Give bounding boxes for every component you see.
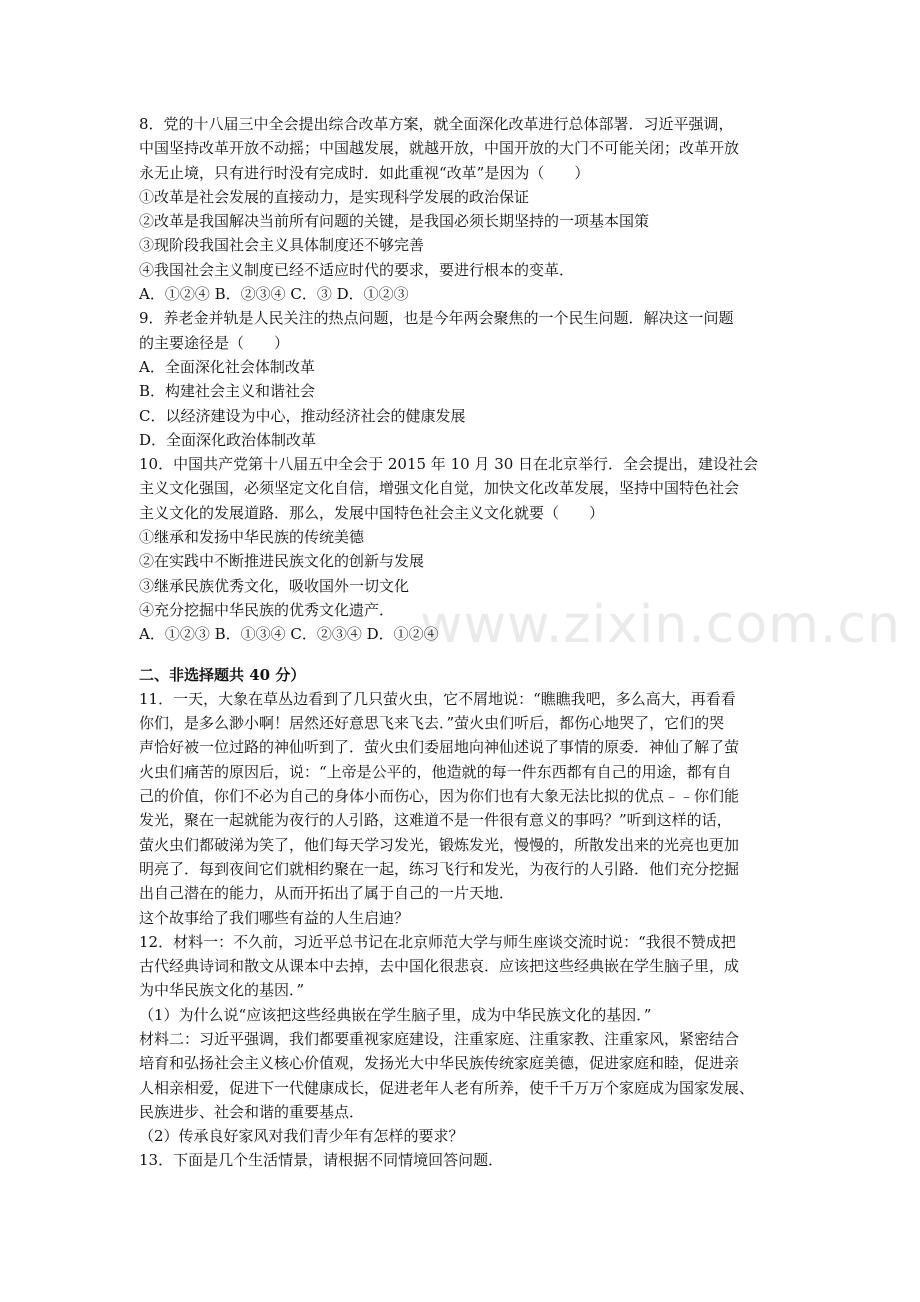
question-12-line-8: 民族进步、社会和谐的重要基点． [139,1102,365,1121]
question-9-stem-line-1: 9．养老金并轨是人民关注的热点问题，也是今年两会聚焦的一个民生问题．解决这一问题 [139,309,734,328]
question-11-line-5: 己的价值，你们不必为自己的身体小而伤心，因为你们也有大象无法比拟的优点﹣﹣你们能 [139,787,740,806]
question-12-subquestion-1: （1）为什么说“应该把这些经典嵌在学生脑子里，成为中华民族文化的基因．” [139,1005,652,1024]
question-10 [139,452,785,646]
question-9-option-c: C．以经济建设为中心，推动经济社会的健康发展 [139,406,466,425]
question-10-option-1: ①继承和发扬中华民族的传统美德 [139,528,365,547]
question-10-stem-line-3: 主义文化的发展道路．那么，发展中国特色社会主义文化就要（ ） [139,503,605,522]
question-11-line-3: 声恰好被一位过路的神仙听到了．萤火虫们委屈地向神仙述说了事情的原委．神仙了解了萤 [139,738,740,757]
question-8 [139,112,785,306]
question-12-line-3: 为中华民族文化的基因．” [139,981,305,1000]
question-10-option-3: ③继承民族优秀文化，吸收国外一切文化 [139,576,410,595]
question-11-line-8: 明亮了．每到夜间它们就相约聚在一起，练习飞行和发光，为夜行的人引路．他们充分挖掘 [139,859,740,878]
question-8-option-3: ③现阶段我国社会主义具体制度还不够完善 [139,236,425,255]
question-11-line-4: 火虫们痛苦的原因后，说：“上帝是公平的，他造就的每一件东西都有自己的用途，都有自 [139,762,732,781]
question-11-line-6: 发光，聚在一起就能为夜行的人引路，这难道不是一件很有意义的事吗？”听到这样的话， [139,811,732,830]
question-11-line-2: 你们，是多么渺小啊！居然还好意思飞来飞去．”萤火虫们听后，都伤心地哭了，它们的哭 [139,714,725,733]
question-8-answer-choices: A．①②④ B．②③④ C．③ D．①②③ [139,285,409,304]
question-13 [139,1148,785,1172]
question-11-line-1: 11．一天，大象在草丛边看到了几只萤火虫，它不屑地说：“瞧瞧我吧，多么高大，再看看 [139,689,736,708]
exam-page [139,112,901,1173]
question-11 [139,687,785,930]
watermark-text: www.zixin.com.cn [420,595,901,655]
question-12-line-7: 人相亲相爱，促进下一代健康成长，促进老年人老有所养，使千千万万个家庭成为国家发展、 [139,1078,755,1097]
question-11-line-7: 萤火虫们都破涕为笑了，他们每天学习发光，锻炼发光，慢慢的，所散发出来的光亮也更加 [139,835,740,854]
section-2-heading: 二、非选择题共 40 分） [139,665,306,684]
question-11-prompt: 这个故事给了我们哪些有益的人生启迪？ [139,908,410,927]
question-8-option-2: ②改革是我国解决当前所有问题的关键，是我国必须长期坚持的一项基本国策 [139,212,650,231]
question-11-line-9: 出自己潜在的能力，从而开拓出了属于自己的一片天地． [139,884,515,903]
question-12-line-6: 培育和弘扬社会主义核心价值观，发扬光大中华民族传统家庭美德，促进家庭和睦，促进亲 [139,1054,740,1073]
question-8-stem-line-1: 8．党的十八届三中全会提出综合改革方案，就全面深化改革进行总体部署．习近平强调， [139,115,734,133]
question-10-answer-choices: A．①②③ B．①③④ C．②③④ D．①②④ [139,625,439,644]
question-12 [139,930,785,1149]
question-12-subquestion-2: （2）传承良好家风对我们青少年有怎样的要求？ [139,1127,464,1146]
question-10-option-2: ②在实践中不断推进民族文化的创新与发展 [139,552,425,571]
question-9-option-b: B．构建社会主义和谐社会 [139,382,316,401]
question-9-option-d: D．全面深化政治体制改革 [139,430,317,449]
question-10-stem-line-1: 10．中国共产党第十八届五中全会于 2015 年 10 月 30 日在北京举行．全会提出，建设社会 [139,455,759,474]
question-8-stem-line-3: 永无止境，只有进行时没有完成时．如此重视“改革”是因为（ ） [139,163,590,182]
question-9-stem-line-2: 的主要途径是（ ） [139,333,290,352]
question-13-line-1: 13．下面是几个生活情景，请根据不同情境回答问题． [139,1151,504,1170]
section-spacer [139,647,785,663]
question-12-line-1: 12．材料一：不久前，习近平总书记在北京师范大学与师生座谈交流时说：“我很不赞成把 [139,932,736,951]
question-8-stem-line-2: 中国坚持改革开放不动摇；中国越发展，就越开放，中国开放的大门不可能关闭；改革开放 [139,139,740,158]
question-10-stem-line-2: 主义文化强国，必须坚定文化自信，增强文化自觉，加快文化改革发展，坚持中国特色社会 [139,479,740,498]
question-12-line-2: 古代经典诗词和散文从课本中去掉，去中国化很悲哀．应该把这些经典嵌在学生脑子里，成 [139,957,740,976]
question-12-line-5: 材料二：习近平强调，我们都要重视家庭建设，注重家庭、注重家教、注重家风，紧密结合 [139,1029,740,1048]
question-8-option-1: ①改革是社会发展的直接动力，是实现科学发展的政治保证 [139,187,530,206]
question-8-option-4: ④我国社会主义制度已经不适应时代的要求，要进行根本的变革． [139,260,575,279]
question-9 [139,306,785,452]
question-9-option-a: A．全面深化社会体制改革 [139,357,315,376]
question-10-option-4: ④充分挖掘中华民族的优秀文化遗产． [139,600,395,619]
